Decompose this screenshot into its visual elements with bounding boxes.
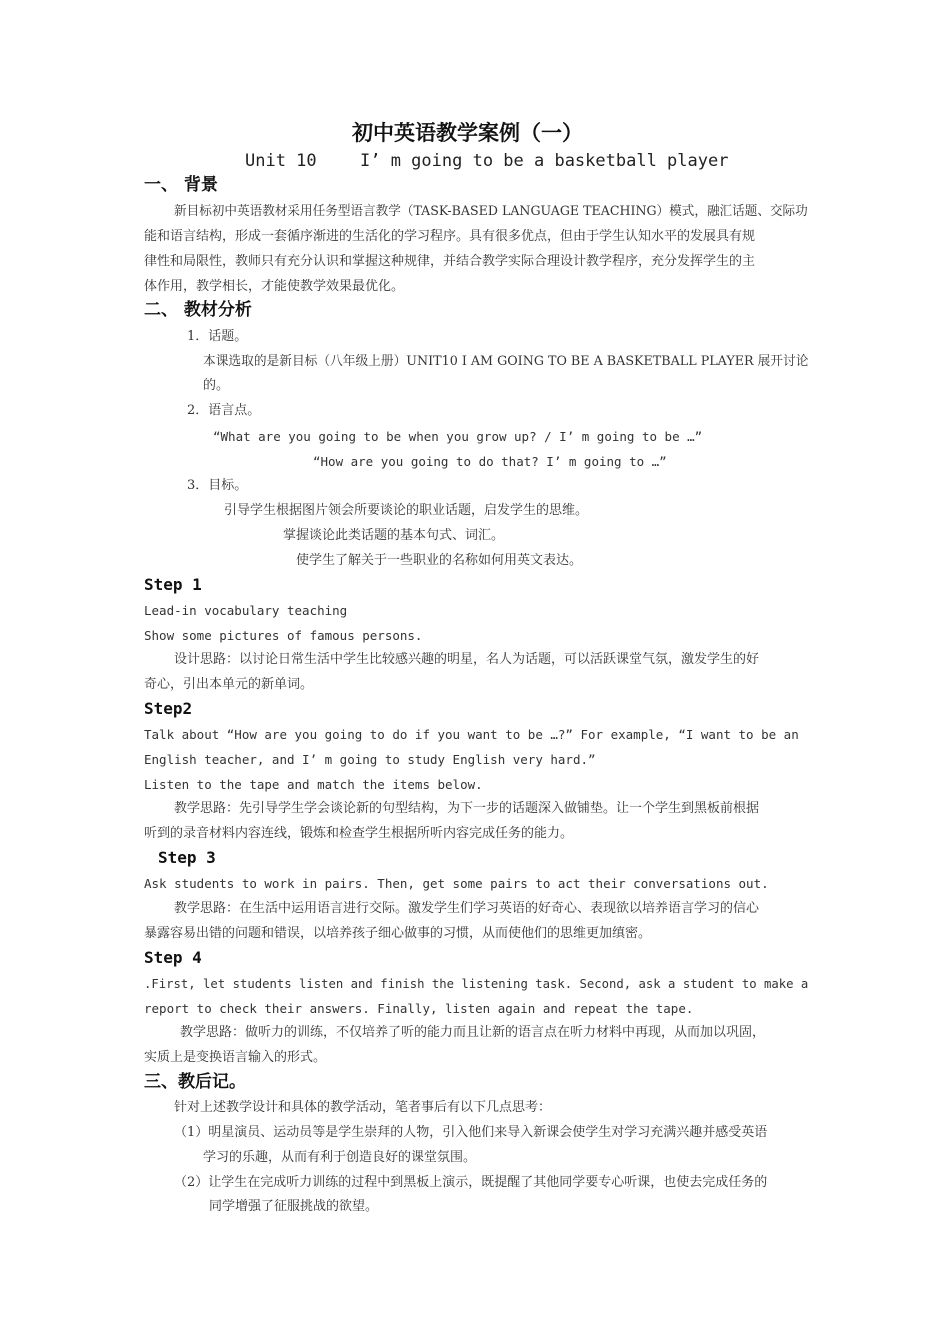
paragraph-line: 听到的录音材料内容连线，锻炼和检查学生根据所听内容完成任务的能力。: [144, 826, 574, 841]
step-heading: Step2: [144, 699, 193, 718]
paragraph-line: 新目标初中英语教材采用任务型语言教学（TASK-BASED LANGUAGE TEACHING）模式，融汇话题、交际功: [174, 204, 808, 219]
step-heading: Step 3: [158, 848, 216, 867]
paragraph-line: 的。: [203, 378, 230, 393]
step-heading: Step 4: [144, 948, 202, 967]
section-heading-background: 一、 背景: [144, 175, 218, 195]
paragraph-line: .First, let students listen and finish the listening task. Second, ask a student to make a: [144, 976, 809, 991]
example-sentence: “What are you going to be when you grow up? / I’ m going to be …”: [213, 429, 703, 444]
list-label: 1．话题。: [187, 329, 248, 344]
paragraph-line: 教学思路：在生活中运用语言进行交际。激发学生们学习英语的好奇心、表现欲以培养语言学习的信心: [174, 901, 760, 916]
list-label: 2．语言点。: [187, 403, 261, 418]
paragraph-line: 设计思路：以讨论日常生活中学生比较感兴趣的明星，名人为话题，可以活跃课堂气氛，激发学生的好: [174, 652, 760, 667]
paragraph-line: 教学思路：做听力的训练，不仅培养了听的能力而且让新的语言点在听力材料中再现，从而加以巩固，: [180, 1025, 766, 1040]
paragraph-line: 奇心，引出本单元的新单词。: [144, 677, 314, 692]
paragraph-line: report to check their answers. Finally, listen again and repeat the tape.: [144, 1001, 694, 1016]
list-item: （1）明星演员、运动员等是学生崇拜的人物，引入他们来导入新课会使学生对学习充满兴趣并感受英语: [174, 1125, 768, 1140]
paragraph-line: Lead-in vocabulary teaching: [144, 603, 348, 618]
paragraph-line: 实质上是变换语言输入的形式。: [144, 1050, 327, 1065]
paragraph-line: Listen to the tape and match the items below.: [144, 777, 483, 792]
list-item: （2）让学生在完成听力训练的过程中到黑板上演示，既提醒了其他同学要专心听课，也使去完成任务的: [174, 1175, 768, 1190]
paragraph-line: 能和语言结构，形成一套循序渐进的生活化的学习程序。具有很多优点，但由于学生认知水平的发展具有规: [144, 229, 756, 244]
paragraph-line: 掌握谈论此类话题的基本句式、词汇。: [283, 528, 505, 543]
step-heading: Step 1: [144, 575, 202, 594]
paragraph-line: Ask students to work in pairs. Then, get some pairs to act their conversations out.: [144, 876, 769, 891]
section-heading-reflection: 三、教后记。: [144, 1072, 246, 1092]
paragraph-line: 针对上述教学设计和具体的教学活动，笔者事后有以下几点思考：: [174, 1100, 552, 1115]
paragraph-line: Show some pictures of famous persons.: [144, 628, 423, 643]
list-item: 同学增强了征服挑战的欲望。: [209, 1199, 379, 1214]
list-label: 3．目标。: [187, 478, 248, 493]
paragraph-line: 本课选取的是新目标（八年级上册）UNIT10 I AM GOING TO BE A BASKETBALL PLAYER 展开讨论: [203, 354, 809, 369]
subtitle-topic: I’ m going to be a basketball player: [360, 151, 729, 171]
example-sentence: “How are you going to do that? I’ m going to …”: [313, 454, 667, 469]
paragraph-line: English teacher, and I’ m going to study English very hard.”: [144, 752, 596, 767]
section-heading-material-analysis: 二、 教材分析: [144, 300, 252, 320]
paragraph-line: 律性和局限性，教师只有充分认识和掌握这种规律，并结合教学实际合理设计教学程序，充分发挥学生的主: [144, 254, 756, 269]
paragraph-line: Talk about “How are you going to do if you want to be …?” For example, “I want to be an: [144, 727, 799, 742]
list-item: 学习的乐趣，从而有利于创造良好的课堂氛围。: [203, 1150, 477, 1165]
subtitle-unit: Unit 10: [245, 151, 317, 171]
paragraph-line: 引导学生根据图片领会所要谈论的职业话题，启发学生的思维。: [224, 503, 589, 518]
paragraph-line: 教学思路：先引导学生学会谈论新的句型结构，为下一步的话题深入做铺垫。让一个学生到黑板前根据: [174, 801, 760, 816]
page-title: 初中英语教学案例（一）: [352, 120, 583, 145]
paragraph-line: 使学生了解关于一些职业的名称如何用英文表达。: [296, 553, 583, 568]
paragraph-line: 体作用，教学相长，才能使教学效果最优化。: [144, 279, 405, 294]
paragraph-line: 暴露容易出错的问题和错误，以培养孩子细心做事的习惯，从而使他们的思维更加缜密。: [144, 926, 652, 941]
